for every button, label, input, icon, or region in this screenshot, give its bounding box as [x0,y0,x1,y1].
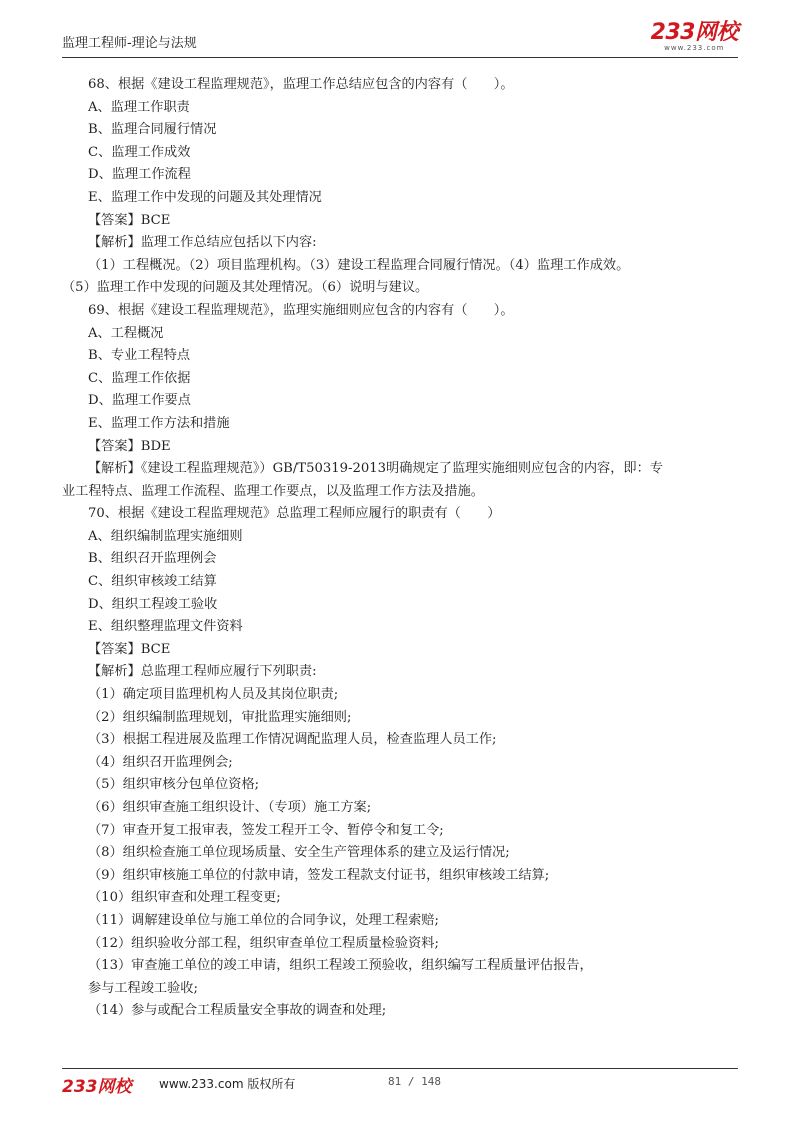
page-header [62,22,738,58]
analysis-68-title: 【解析】监理工作总结应包括以下内容: [88,235,317,251]
option: E、监理工作方法和措施 [88,415,230,431]
option: B、监理合同履行情况 [88,122,217,138]
option: C、监理工作依据 [88,370,191,386]
option: D、监理工作要点 [88,393,191,409]
analysis-70-title: 【解析】总监理工程师应履行下列职责: [88,664,317,680]
duty-item: （4）组织召开监理例会; [88,754,233,770]
footer-divider [62,1068,738,1069]
analysis-69-line: 业工程特点、监理工作流程、监理工作要点，以及监理工作方法及措施。 [62,483,484,499]
option: C、组织审核竣工结算 [88,574,217,590]
duty-item: （2）组织编制监理规划，审批监理实施细则; [88,709,352,725]
option: E、监理工作中发现的问题及其处理情况 [88,189,322,205]
option: B、专业工程特点 [88,348,191,364]
duty-item: （10）组织审查和处理工程变更; [88,890,281,906]
question-68: 68、根据《建设工程监理规范》，监理工作总结应包含的内容有（ ）。 [88,77,514,92]
answer-68: 【答案】BCE [88,212,171,228]
footer-copyright: www.233.com 版权所有 [159,1077,296,1091]
answer-70: 【答案】BCE [88,641,171,657]
option: D、组织工程竣工验收 [88,596,218,612]
analysis-68-line: （1）工程概况。（2）项目监理机构。（3）建设工程监理合同履行情况。（4）监理工作成效。 [88,257,630,273]
duty-item: （5）组织审核分包单位资格; [88,777,260,793]
document-body [62,74,738,1023]
option: A、组织编制监理实施细则 [88,528,243,544]
option: E、组织整理监理文件资料 [88,619,243,635]
duty-item: （1）确定项目监理机构人员及其岗位职责; [88,687,339,703]
option: C、监理工作成效 [88,144,191,160]
option: D、监理工作流程 [88,167,191,183]
page-footer [62,1072,738,1096]
duty-item: （11）调解建设单位与施工单位的合同争议，处理工程索赔; [88,912,439,928]
duty-item: （6）组织审查施工组织设计、（专项）施工方案; [88,800,372,815]
brand-logo[interactable] [651,22,738,52]
page-number: 81 / 148 [388,1075,441,1088]
option: A、工程概况 [88,325,164,341]
duty-item: 参与工程竣工验收; [88,980,198,996]
analysis-69-line: 【解析】《建设工程监理规范》）GB/T50319-2013明确规定了监理实施细则应包含的内容，即：专 [88,461,663,477]
logo-url: www.233.com [664,44,725,52]
header-divider [62,57,738,58]
question-69: 69、根据《建设工程监理规范》，监理实施细则应包含的内容有（ ）。 [88,302,514,318]
duty-item: （12）组织验收分部工程，组织审查单位工程质量检验资料; [88,935,439,951]
duty-item: （3）根据工程进展及监理工作情况调配监理人员，检查监理人员工作; [88,732,497,748]
footer-logo[interactable]: 233网校 [62,1077,132,1097]
document-title: 监理工程师-理论与法规 [62,36,197,51]
duty-item: （8）组织检查施工单位现场质量、安全生产管理体系的建立及运行情况; [88,845,510,861]
logo-text: 233网校 [650,20,738,45]
answer-69: 【答案】BDE [88,438,171,454]
option: B、组织召开监理例会 [88,551,217,567]
duty-item: （7）审查开复工报审表，签发工程开工令、暂停令和复工令; [88,822,444,838]
analysis-68-line: （5）监理工作中发现的问题及其处理情况。（6）说明与建议。 [62,280,429,296]
question-70: 70、根据《建设工程监理规范》总监理工程师应履行的职责有（ ） [88,506,501,522]
duty-item: （9）组织审核施工单位的付款申请，签发工程款支付证书，组织审核竣工结算; [88,867,550,883]
duty-item: （13）审查施工单位的竣工申请，组织工程竣工预验收，组织编写工程质量评估报告， [88,958,593,974]
duty-item: （14）参与或配合工程质量安全事故的调查和处理; [88,1003,387,1019]
option: A、监理工作职责 [88,99,190,115]
